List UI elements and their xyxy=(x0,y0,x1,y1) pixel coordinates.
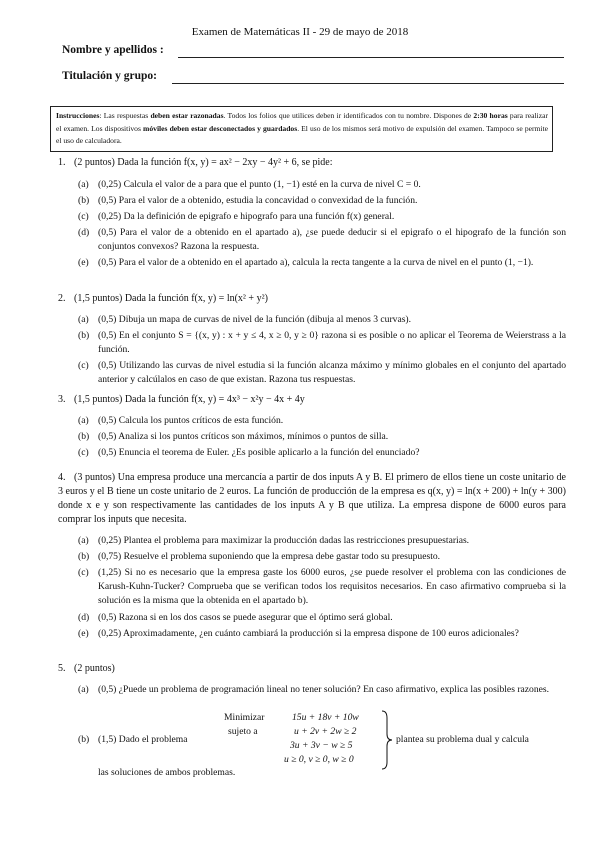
question-3c-text: (0,5) Enuncia el teorema de Euler. ¿Es posible aplicarlo a la función del enunciado? xyxy=(98,447,420,458)
question-2a-text: (0,5) Dibuja un mapa de curvas de nivel de la función (dibuja al menos 3 curvas). xyxy=(98,314,412,325)
question-4-number: 4. xyxy=(58,472,66,483)
exam-title: Examen de Matemáticas II - 29 de mayo de 2018 xyxy=(191,26,409,38)
question-4c-label: (c) xyxy=(78,567,89,578)
question-1c xyxy=(78,210,566,224)
question-1d xyxy=(78,226,566,254)
question-1-text: (2 puntos) Dada la función f(x, y) = ax² − 2xy − 4y² + 6, se pide: xyxy=(74,157,333,168)
question-1b xyxy=(78,194,566,208)
question-5b-lead: (1,5) Dado el problema xyxy=(98,734,188,745)
question-3c xyxy=(78,446,566,460)
question-4a xyxy=(78,534,566,548)
question-3b xyxy=(78,430,566,444)
question-4d-label: (d) xyxy=(78,612,90,623)
question-3-number: 3. xyxy=(58,394,66,405)
question-2b-text: (0,5) En el conjunto S = {(x, y) : x + y ≤ 4, x ≥ 0, y ≥ 0} razona si es posible o no aplicar el Teorema de Weierstrass a la función. xyxy=(98,330,566,355)
question-5 xyxy=(58,662,566,676)
instructions-text-2: . Todos los folios que utilices deben ir identificados con tu nombre. Dispones de xyxy=(223,111,474,120)
question-4c-text: (1,25) Si no es necesario que la empresa gaste los 6000 euros, ¿se puede resolver el problema con las condiciones de Karush-Kuhn-Tucker? Comprueba que se verifican todos los requisitos necesarios. En caso afirmativo comprueba si la solución es la misma que la obtenida en el apartado b). xyxy=(98,567,566,606)
question-4b xyxy=(78,550,566,564)
question-4e-text: (0,25) Aproximadamente, ¿en cuánto cambiará la producción si la empresa dispone de 100 euros adicionales? xyxy=(98,628,519,639)
question-1b-text: (0,5) Para el valor de a obtenido, estudia la concavidad o convexidad de la función. xyxy=(98,195,418,206)
instructions-text-1: : Las respuestas xyxy=(99,111,151,120)
lp-minimize-label: Minimizar xyxy=(224,712,265,723)
question-3a-text: (0,5) Calcula los puntos críticos de esta función. xyxy=(98,415,284,426)
question-5a xyxy=(78,683,566,697)
question-3-text: (1,5 puntos) Dada la función f(x, y) = 4x³ − x²y − 4x + 4y xyxy=(74,394,305,405)
question-2c-label: (c) xyxy=(78,360,89,371)
instructions-text-4: . El uso de los mismos será motivo de expulsión del examen. Tampoco se permite el uso de calculadora. xyxy=(56,123,549,145)
question-3b-text: (0,5) Analiza si los puntos críticos son máximos, mínimos o puntos de silla. xyxy=(98,431,389,442)
question-2-number: 2. xyxy=(58,293,66,304)
question-3c-label: (c) xyxy=(78,447,89,458)
question-3a-label: (a) xyxy=(78,415,89,426)
question-2c-text: (0,5) Utilizando las curvas de nivel estudia si la función alcanza máximo y mínimo globales en el conjunto del apartado anterior y calcúlalos en caso de que existan. Razona tus respuestas. xyxy=(98,360,566,385)
question-4 xyxy=(58,471,566,527)
question-4e xyxy=(78,627,566,641)
question-3b-label: (b) xyxy=(78,431,90,442)
question-5b-tail: plantea su problema dual y calcula xyxy=(396,734,529,745)
question-4b-label: (b) xyxy=(78,551,90,562)
question-1 xyxy=(58,156,566,170)
instructions-text-3: para realizar el examen. Los dispositivos xyxy=(56,111,548,133)
question-4e-label: (e) xyxy=(78,628,89,639)
question-1c-text: (0,25) Da la definición de epigrafo e hipografo para una función f(x) general. xyxy=(98,211,395,222)
question-1-number: 1. xyxy=(58,157,66,168)
question-4d xyxy=(78,611,566,625)
question-2 xyxy=(58,292,566,306)
question-2a-label: (a) xyxy=(78,314,89,325)
question-1d-text: (0,5) Para el valor de a obtenido en el apartado a), ¿se puede deducir si el epigrafo o el hipografo de la función son conjuntos convexos? Razona la respuesta. xyxy=(98,227,566,252)
degree-label: Titulación y grupo: xyxy=(62,70,157,82)
question-5-text: (2 puntos) xyxy=(74,663,115,674)
question-4d-text: (0,5) Razona si en los dos casos se puede asegurar que el óptimo será global. xyxy=(98,612,393,623)
name-label: Nombre y apellidos : xyxy=(62,44,164,56)
instructions-lead: Instrucciones xyxy=(56,111,100,120)
lp-constraint-1: u + 2v + 2w ≥ 2 xyxy=(294,726,357,737)
degree-line xyxy=(172,83,564,84)
question-5b-label: (b) xyxy=(78,734,90,745)
question-4a-text: (0,25) Plantea el problema para maximizar la producción dadas las restricciones presupuestarias. xyxy=(98,535,470,546)
name-line xyxy=(178,57,564,58)
question-1b-label: (b) xyxy=(78,195,90,206)
lp-right-brace xyxy=(381,710,393,770)
question-3 xyxy=(58,393,566,407)
question-1a-label: (a) xyxy=(78,179,89,190)
question-4a-label: (a) xyxy=(78,535,89,546)
question-2-text: (1,5 puntos) Dada la función f(x, y) = ln(x² + y²) xyxy=(74,293,268,304)
lp-subject-label: sujeto a xyxy=(228,726,258,737)
question-2a xyxy=(78,313,566,327)
lp-objective: 15u + 18v + 10w xyxy=(292,712,359,723)
question-1a xyxy=(78,178,566,192)
question-4c xyxy=(78,566,566,608)
question-3a xyxy=(78,414,566,428)
question-4b-text: (0,75) Resuelve el problema suponiendo que la empresa debe gastar todo su presupuesto. xyxy=(98,551,441,562)
question-1a-text: (0,25) Calcula el valor de a para que el punto (1, −1) esté en la curva de nivel C = 0. xyxy=(98,179,421,190)
lp-constraint-3: u ≥ 0, v ≥ 0, w ≥ 0 xyxy=(284,754,354,765)
question-1e-label: (e) xyxy=(78,257,89,268)
question-1c-label: (c) xyxy=(78,211,89,222)
question-5b-tail-2: las soluciones de ambos problemas. xyxy=(98,767,236,778)
question-1e-text: (0,5) Para el valor de a obtenido en el apartado a), calcula la recta tangente a la curva de nivel en el punto (1, −1). xyxy=(98,257,534,268)
instructions-bold-1: deben estar razonadas xyxy=(150,111,224,120)
question-5a-label: (a) xyxy=(78,684,89,695)
question-2c xyxy=(78,359,566,387)
question-5-number: 5. xyxy=(58,663,66,674)
instructions-bold-3: móviles deben estar desconectados y guardados xyxy=(143,123,298,133)
question-2b-label: (b) xyxy=(78,330,90,341)
question-4-text: (3 puntos) Una empresa produce una mercancía a partir de dos inputs A y B. El primero de ellos tiene un coste unitario de 3 euros y el B tiene un coste unitario de 2 euros. La función de producción de la empresa es q(x, y) = ln(x + 200) + ln(y + 300) donde x e y son respectivamente las cantidades de los inputs A y B que utiliza. La empresa dispone de 6000 euros para comprar los inputs que necesita. xyxy=(58,472,566,525)
instructions-box xyxy=(50,106,553,152)
instructions-bold-2: 2:30 horas xyxy=(473,111,508,120)
lp-constraint-2: 3u + 3v − w ≥ 5 xyxy=(290,740,353,751)
question-1d-label: (d) xyxy=(78,227,90,238)
question-1e xyxy=(78,256,566,270)
question-5a-text: (0,5) ¿Puede un problema de programación lineal no tener solución? En caso afirmativo, explica las posibles razones. xyxy=(98,684,550,695)
question-2b xyxy=(78,329,566,357)
